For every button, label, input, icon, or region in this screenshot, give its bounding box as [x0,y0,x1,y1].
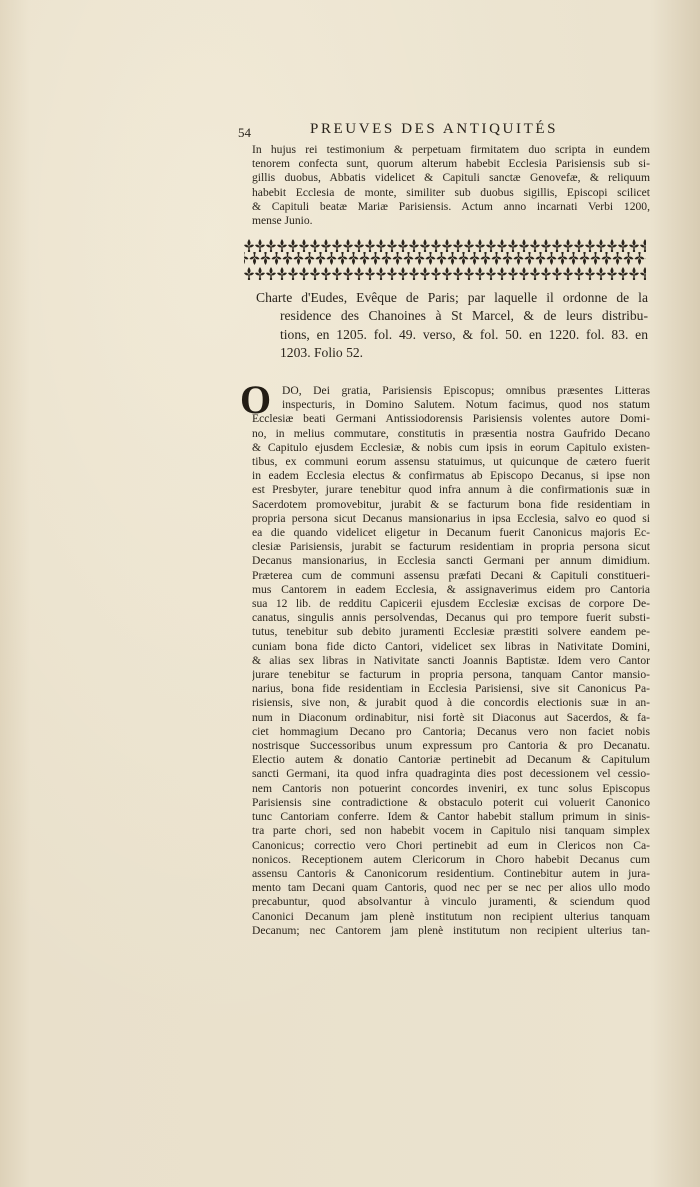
text-line: est Presbyter, jurare tenebitur quod infra annum à die confirmationis suæ in [252,483,650,497]
text-line: nonicos. Receptionem autem Clericorum in Choro habebit Decanus cum [252,852,650,866]
text-line: mento tam Decani quam Cantoris, quod nec per se nec per alios ullo modo [252,881,650,895]
text-line: Parisiensis sine contradictione & obstaculo poterit cui voluerit Canonico [252,795,650,809]
text-line: Sacerdotem promovebitur, jurabit & se facturum bona fide residentiam in [252,497,650,511]
text-line: precabuntur, quod absolvantur à vinculo juramenti, & sciendum quod [252,895,650,909]
text-line: assensu Cantoris & Canonicorum residentium. Continebitur autem in jura- [252,866,650,880]
text-line: gillis duobus, Abbatis videlicet & Capituli sanctæ Genovefæ, & reliquum [252,171,650,185]
charter-body [252,384,650,938]
text-line: ciet hommagium Decano pro Cantoria; Decanus vero non faciet nobis [252,724,650,738]
page-number: 54 [238,125,251,140]
text-line: Decanus mansionarius, in Ecclesia sancti Germani per annum dimidium. [252,554,650,568]
text-line: In hujus rei testimonium & perpetuam firmitatem duo scripta in eundem [252,143,650,156]
text-line: & Capitulo ejusdem Ecclesiæ, & nobis cum ipsis in eorum Capitulo existen- [252,440,650,454]
text-line: & alias sex libras in Nativitate sancti Joannis Baptistæ. Idem vero Cantor [252,653,650,667]
text-line: ea die quando videlicet eligetur in Decanum fuerit Canonicus majoris Ec- [252,526,650,540]
running-head: PREUVES DES ANTIQUITÉS [310,121,559,137]
text-line: cuniam bona fide dicto Cantori, videlicet sex libras in Nativitate Domini, [252,639,650,653]
text-line: Ecclesiæ beati Germani Antissiodorensis Parisiensis volentes autore Domi- [252,412,650,426]
text-line: inspecturis, in Domino Salutem. Notum facimus, quod nos statum [282,398,650,412]
text-line: sua 12 lib. de redditu Capicerii ejusdem Ecclesiæ excisas de corpore De- [252,597,650,611]
text-line: tutus, tenebitur sub debito juramenti Ecclesiæ præstiti solvere eandem pe- [252,625,650,639]
text-line: sancti Germani, ita quod infra quadraginta dies post decessionem vel cessio- [252,767,650,781]
text-line: mus Cantorem in eadem Ecclesia, & assignaverimus eidem pro Cantoria [252,582,650,596]
heading-line: tions, en 1205. fol. 49. verso, & fol. 50. en 1220. fol. 83. en [280,326,648,342]
text-line: Decanum; nec Cantorem jam plenè institutum non recipient ulterius tan- [252,923,650,937]
text-line: tra parte chori, sed non habebit vocem in Capitulo nisi tanquam simplex [252,824,650,838]
text-line: no, in melius commutare, constitutis in præsentia nostra Gaufrido Decano [252,426,650,440]
text-line: tenorem confecta sunt, quorum alterum habebit Ecclesia Parisiensis sub si- [252,157,650,171]
text-line: Canonici Decanum jam plenè institutum non recipient ulterius tanquam [252,909,650,923]
text-line: tibus, ex communi eorum assensu statuimus, ut quicunque de cætero fuerit [252,455,650,469]
fleuron-ornament-band [244,238,646,280]
text-line: & Capituli beatæ Mariæ Parisiensis. Actum anno incarnati Verbi 1200, [252,199,650,213]
text-line: jurare tenebitur se facturum in propria persona, tanquam Cantor mansio- [252,668,650,682]
heading-line: residence des Chanoines à St Marcel, & de leurs distribu- [280,308,648,324]
intro-paragraph [252,143,650,228]
text-line: Præterea cum de communi assensu præfati Decani & Capituli constitueri- [252,568,650,582]
fleuron-icon [244,238,646,280]
text-line: num in Diaconum ordinabitur, nisi fortè sit Diaconus aut Sacerdos, & fa- [252,710,650,724]
drop-cap: O [240,377,272,422]
text-line: DO, Dei gratia, Parisiensis Episcopus; omnibus præsentes Litteras [282,384,650,397]
heading-line: Charte d'Eudes, Evêque de Paris; par laquelle il ordonne de la [256,290,648,305]
text-line: in eadem Ecclesia electus & confirmatus ab Episcopo Decanus, si ipse non [252,469,650,483]
text-line: mense Junio. [252,214,313,228]
heading-line: 1203. Folio 52. [280,344,364,360]
text-line: Canonicus; correctio vero Chori pertinebit ad eum in Clericos non Ca- [252,838,650,852]
text-line: Electio autem & donatio Cantoriæ pertinebit ad Decanum & Capitulum [252,753,650,767]
text-line: propria persona sicut Decanus mansionarius in ipsa Ecclesia, salvo eo quod si [252,511,650,525]
page-header [238,121,658,143]
charter-heading [256,289,648,362]
text-line: canatus, singulis annis persolvendas, Decanus qui pro tempore fuerit substi- [252,611,650,625]
text-line: clesiæ Parisiensis, jurabit se facturum residentiam in propria persona sicut [252,540,650,554]
text-line: nostrisque Successoribus unum expressum pro Cantoria & pro Decanatu. [252,739,650,753]
text-line: habebit Ecclesia de monte, similiter sub duobus sigillis, Episcopi scilicet [252,185,650,199]
text-line: nem Cantoris non potuerint concordes inveniri, ex tunc solus Episcopus [252,781,650,795]
text-line: tunc Cantoriam conferre. Idem & Cantor habebit stallum primum in sinis- [252,810,650,824]
text-line: risiensis, sive non, & jurabit quod à die concordis electionis suæ in an- [252,696,650,710]
text-line: narius, bona fide residentiam in Ecclesia Parisiensi, sive sit Canonicus Pa- [252,682,650,696]
